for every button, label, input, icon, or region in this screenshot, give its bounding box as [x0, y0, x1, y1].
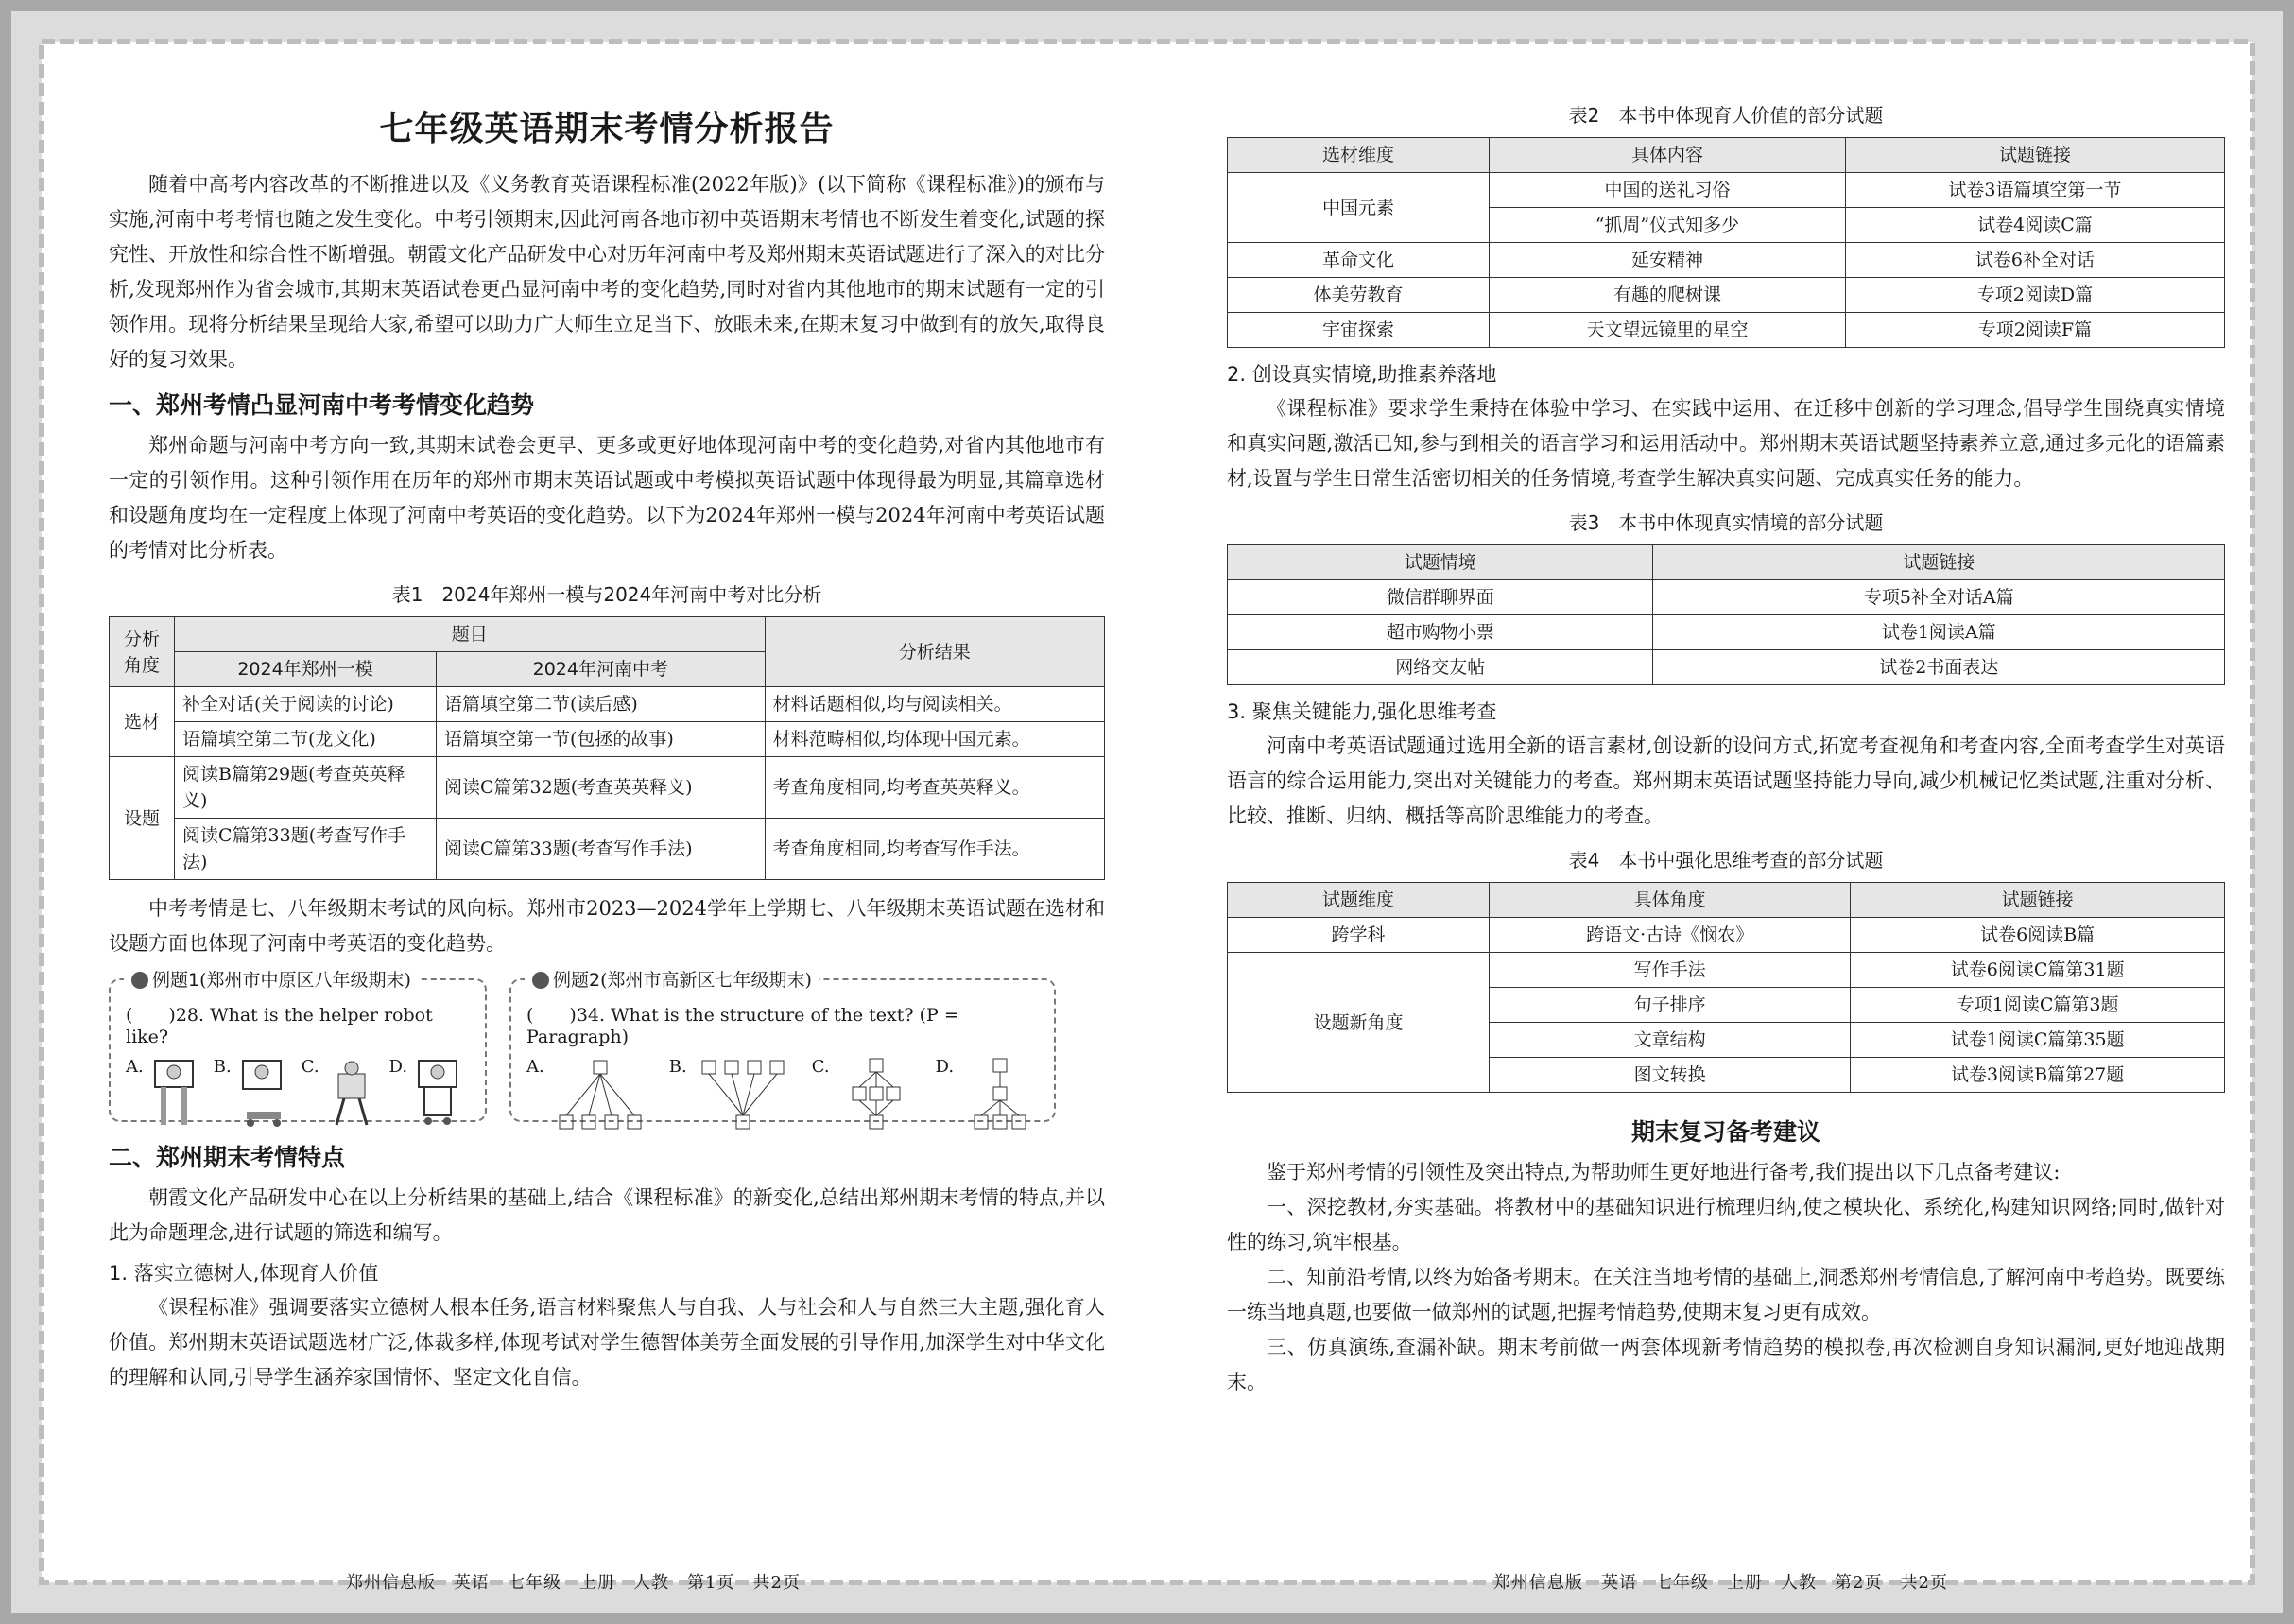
- table-cell: 试卷1阅读A篇: [1653, 615, 2225, 650]
- table-cell: 语篇填空第一节(包拯的故事): [437, 722, 766, 757]
- table-row: [1228, 313, 2225, 348]
- option-label: D.: [388, 1057, 408, 1077]
- section-1-heading: 一、郑州考情凸显河南中考考情变化趋势: [109, 391, 535, 419]
- option-b: [214, 1057, 292, 1128]
- table-cell: 专项5补全对话A篇: [1653, 580, 2225, 615]
- robot-picture-icon: [147, 1057, 204, 1128]
- option-label: A.: [526, 1057, 544, 1077]
- table-2-header: 选材维度: [1228, 138, 1490, 173]
- table-cell: “抓周”仪式知多少: [1490, 208, 1846, 243]
- table-row: [1228, 615, 2225, 650]
- subsection-1-heading: 1. 落实立德树人,体现育人价值: [109, 1262, 379, 1285]
- table-1-header-result: 分析结果: [765, 617, 1104, 687]
- robot-picture-icon: [411, 1057, 468, 1128]
- table-row: [110, 757, 1105, 819]
- table-row: [1228, 953, 2225, 988]
- table-cell: 阅读C篇第33题(考查写作手法): [175, 819, 437, 880]
- table-4-group-new-angle: 设题新角度: [1228, 953, 1490, 1093]
- example-1-box: [109, 970, 487, 1122]
- example-2-question: ( )34. What is the structure of the text? (P = Paragraph): [526, 1005, 959, 1047]
- table-cell: 阅读C篇第32题(考查英英释义): [437, 757, 766, 819]
- table-cell: 语篇填空第二节(读后感): [437, 687, 766, 722]
- table-cell: 阅读C篇第33题(考查写作手法): [437, 819, 766, 880]
- page-1-footer: 郑州信息版 英语 七年级 上册 人教 第1页 共2页: [346, 1573, 801, 1593]
- table-1-caption: 表1 2024年郑州一模与2024年河南中考对比分析: [391, 583, 822, 606]
- intro-paragraph: 随着中高考内容改革的不断推进以及《义务教育英语课程标准(2022年版)》(以下简称《课程标准》)的颁布与实施,河南中考考情也随之发生变化。中考引领期末,因此河南各地市初中英语期末考情也不断发生着变化,试题的探究性、开放性和综合性不断增强。朝霞文化产品研发中心对历年河南中考及郑州期末英语试题进行了深入的对比分析,发现郑州作为省会城市,其期末英语试卷更凸显河南中考的变化趋势,同时对省内其他地市的期末试题有一定的引领作用。现将分析结果呈现给大家,希望可以助力广大师生立足当下、放眼未来,在期末复习中做到有的放矢,取得良好的复习效果。: [109, 173, 1105, 371]
- table-cell: 写作手法: [1490, 953, 1851, 988]
- table-cell: 跨语文·古诗《悯农》: [1490, 918, 1851, 953]
- page-2: [1147, 0, 2294, 1624]
- table-cell: 试卷6阅读B篇: [1851, 918, 2225, 953]
- table-4: [1227, 882, 2225, 1093]
- structure-diagram-icon: [834, 1057, 919, 1132]
- table-4-header: 试题维度: [1228, 883, 1490, 918]
- structure-diagram-icon: [691, 1057, 795, 1132]
- table-cell: 体美劳教育: [1228, 278, 1490, 313]
- option-d: [389, 1057, 469, 1128]
- subsection-2-text: 《课程标准》要求学生秉持在体验中学习、在实践中运用、在迁移中创新的学习理念,倡导学生围绕真实情境和真实问题,激活已知,参与到相关的语言学习和运用活动中。郑州期末英语试题坚持素养立意,通过多元化的语篇素材,设置与学生日常生活密切相关的任务情境,考查学生解决真实问题、完成真实任务的能力。: [1227, 397, 2225, 490]
- table-cell: 中国的送礼习俗: [1490, 173, 1846, 208]
- table-cell: 考查角度相同,均考查英英释义。: [765, 757, 1104, 819]
- option-a: [126, 1057, 204, 1128]
- option-label: D.: [935, 1057, 955, 1077]
- example-2-tag: [525, 966, 819, 992]
- section-1-text: 郑州命题与河南中考方向一致,其期末试卷会更早、更多或更好地体现河南中考的变化趋势,对省内其他地市有一定的引领作用。这种引领作用在历年的郑州市期末英语试题或中考模拟英语试题中体现得最为明显,其篇章选材和设题角度均在一定程度上体现了河南中考英语的变化趋势。以下为2024年郑州一模与2024年河南中考英语试题的考情对比分析表。: [109, 434, 1105, 561]
- table-row: [1228, 173, 2225, 208]
- table-1-header-henan: 2024年河南中考: [437, 652, 766, 687]
- table-cell: 试卷4阅读C篇: [1845, 208, 2224, 243]
- example-1-question: ( )28. What is the helper robot like?: [126, 1005, 433, 1047]
- advice-heading: 期末复习备考建议: [1630, 1118, 1820, 1146]
- table-4-header: 试题链接: [1851, 883, 2225, 918]
- table-4-header: 具体角度: [1490, 883, 1851, 918]
- table-row: [1228, 918, 2225, 953]
- table-cell: 考查角度相同,均考查写作手法。: [765, 819, 1104, 880]
- table-cell: 语篇填空第二节(龙文化): [175, 722, 437, 757]
- advice-intro: 鉴于郑州考情的引领性及突出特点,为帮助师生更好地进行备考,我们提出以下几点备考建议:: [1267, 1161, 2061, 1183]
- advice-item: 二、知前沿考情,以终为始备考期末。在关注当地考情的基础上,洞悉郑州考情信息,了解河南中考趋势。既要练一练当地真题,也要做一做郑州的试题,把握考情趋势,使期末复习更有成效。: [1227, 1266, 2225, 1323]
- table-row: [1228, 278, 2225, 313]
- table-cell: 文章结构: [1490, 1023, 1851, 1058]
- option-a: [526, 1057, 652, 1132]
- table-2-header: 试题链接: [1845, 138, 2224, 173]
- table-1-header-topic: 题目: [175, 617, 766, 652]
- example-icon: [532, 972, 549, 989]
- table-cell: 补全对话(关于阅读的讨论): [175, 687, 437, 722]
- structure-diagram-icon: [548, 1057, 652, 1132]
- table-3-header: 试题情境: [1228, 545, 1653, 580]
- page-2-footer: 郑州信息版 英语 七年级 上册 人教 第2页 共2页: [1493, 1573, 1948, 1593]
- example-icon: [131, 972, 148, 989]
- table-cell: 天文望远镜里的星空: [1490, 313, 1846, 348]
- table-cell: 图文转换: [1490, 1058, 1851, 1093]
- table-cell: 跨学科: [1228, 918, 1490, 953]
- example-2-options: [526, 1057, 1039, 1132]
- subsection-1-text: 《课程标准》强调要落实立德树人根本任务,语言材料聚焦人与自我、人与社会和人与自然三大主题,强化育人价值。郑州期末英语试题选材广泛,体裁多样,体现考试对学生德智体美劳全面发展的引导作用,加深学生对中华文化的理解和认同,引导学生涵养家国情怀、坚定文化自信。: [109, 1296, 1105, 1389]
- advice-item: 一、深挖教材,夯实基础。将教材中的基础知识进行梳理归纳,使之模块化、系统化,构建知识网络;同时,做针对性的练习,筑牢根基。: [1227, 1196, 2225, 1253]
- structure-diagram-icon: [957, 1057, 1043, 1132]
- table-cell: 专项2阅读F篇: [1845, 313, 2224, 348]
- example-1-options: [126, 1057, 470, 1128]
- subsection-2-heading: 2. 创设真实情境,助推素养落地: [1227, 363, 1497, 386]
- subsection-3-text: 河南中考英语试题通过选用全新的语言素材,创设新的设问方式,拓宽考查视角和考查内容,全面考查学生对英语语言的综合运用能力,突出对关键能力的考查。郑州期末英语试题坚持能力导向,减少机械记忆类试题,注重对分析、比较、推断、归纳、概括等高阶思维能力的考查。: [1227, 734, 2225, 827]
- table-cell: 句子排序: [1490, 988, 1851, 1023]
- section-2-text: 朝霞文化产品研发中心在以上分析结果的基础上,结合《课程标准》的新变化,总结出郑州期末考情的特点,并以此为命题理念,进行试题的筛选和编写。: [109, 1186, 1105, 1244]
- section-2-heading: 二、郑州期末考情特点: [109, 1144, 346, 1171]
- option-label: C.: [301, 1057, 319, 1077]
- table-3: [1227, 544, 2225, 685]
- table-1-header-zhengzhou: 2024年郑州一模: [175, 652, 437, 687]
- table-row: [1228, 650, 2225, 685]
- table-cell: 有趣的爬树课: [1490, 278, 1846, 313]
- table-cell: 试卷3阅读B篇第27题: [1851, 1058, 2225, 1093]
- option-label: A.: [126, 1057, 144, 1077]
- example-2-source: (郑州市高新区七年级期末): [600, 970, 812, 991]
- table-row: [110, 722, 1105, 757]
- robot-picture-icon: [235, 1057, 292, 1128]
- table-cell: 革命文化: [1228, 243, 1490, 278]
- robot-picture-icon: [323, 1057, 380, 1128]
- table-cell: 阅读B篇第29题(考查英英释义): [175, 757, 437, 819]
- table-1-group-material: 选材: [110, 687, 175, 757]
- option-d: [936, 1057, 1044, 1132]
- mid-paragraph: 中考考情是七、八年级期末考试的风向标。郑州市2023—2024学年上学期七、八年级期末英语试题在选材和设题方面也体现了河南中考英语的变化趋势。: [109, 897, 1105, 955]
- table-1-group-question: 设题: [110, 757, 175, 880]
- option-label: B.: [668, 1057, 687, 1077]
- subsection-3-heading: 3. 聚焦关键能力,强化思维考查: [1227, 700, 1497, 723]
- table-2: [1227, 137, 2225, 348]
- option-c: [812, 1057, 919, 1132]
- table-row: [110, 687, 1105, 722]
- option-label: B.: [213, 1057, 232, 1077]
- table-cell: 材料范畴相似,均体现中国元素。: [765, 722, 1104, 757]
- table-1-header-dimension: 分析角度: [110, 617, 175, 687]
- table-cell: 试卷6阅读C篇第31题: [1851, 953, 2225, 988]
- table-3-caption: 表3 本书中体现真实情境的部分试题: [1568, 511, 1884, 534]
- table-cell: 试卷3语篇填空第一节: [1845, 173, 2224, 208]
- table-4-caption: 表4 本书中强化思维考查的部分试题: [1568, 849, 1884, 872]
- example-1-source: (郑州市中原区八年级期末): [199, 970, 411, 991]
- table-2-caption: 表2 本书中体现育人价值的部分试题: [1568, 104, 1884, 127]
- table-2-header: 具体内容: [1490, 138, 1846, 173]
- table-row: [1228, 580, 2225, 615]
- page-2-content: [1227, 100, 2225, 1400]
- table-cell: 宇宙探索: [1228, 313, 1490, 348]
- table-3-header: 试题链接: [1653, 545, 2225, 580]
- table-cell: 微信群聊界面: [1228, 580, 1653, 615]
- option-b: [669, 1057, 795, 1132]
- table-cell: 试卷6补全对话: [1845, 243, 2224, 278]
- table-cell: 超市购物小票: [1228, 615, 1653, 650]
- page-1-content: [109, 91, 1105, 1395]
- examples-row: [109, 970, 1105, 1122]
- report-title: 七年级英语期末考情分析报告: [379, 110, 835, 148]
- table-row: [110, 819, 1105, 880]
- example-2-label: 例题2: [553, 970, 601, 991]
- example-2-box: [509, 970, 1056, 1122]
- table-cell: 试卷2书面表达: [1653, 650, 2225, 685]
- table-row: [1228, 243, 2225, 278]
- table-2-group-china: 中国元素: [1228, 173, 1490, 243]
- example-1-tag: [124, 966, 419, 992]
- table-cell: 专项1阅读C篇第3题: [1851, 988, 2225, 1023]
- table-cell: 专项2阅读D篇: [1845, 278, 2224, 313]
- table-cell: 延安精神: [1490, 243, 1846, 278]
- table-cell: 网络交友帖: [1228, 650, 1653, 685]
- table-cell: 试卷1阅读C篇第35题: [1851, 1023, 2225, 1058]
- table-cell: 材料话题相似,均与阅读相关。: [765, 687, 1104, 722]
- table-1: [109, 616, 1105, 880]
- option-c: [302, 1057, 380, 1128]
- option-label: C.: [811, 1057, 830, 1077]
- example-1-label: 例题1: [152, 970, 200, 991]
- advice-item: 三、仿真演练,查漏补缺。期末考前做一两套体现新考情趋势的模拟卷,再次检测自身知识漏洞,更好地迎战期末。: [1227, 1336, 2225, 1393]
